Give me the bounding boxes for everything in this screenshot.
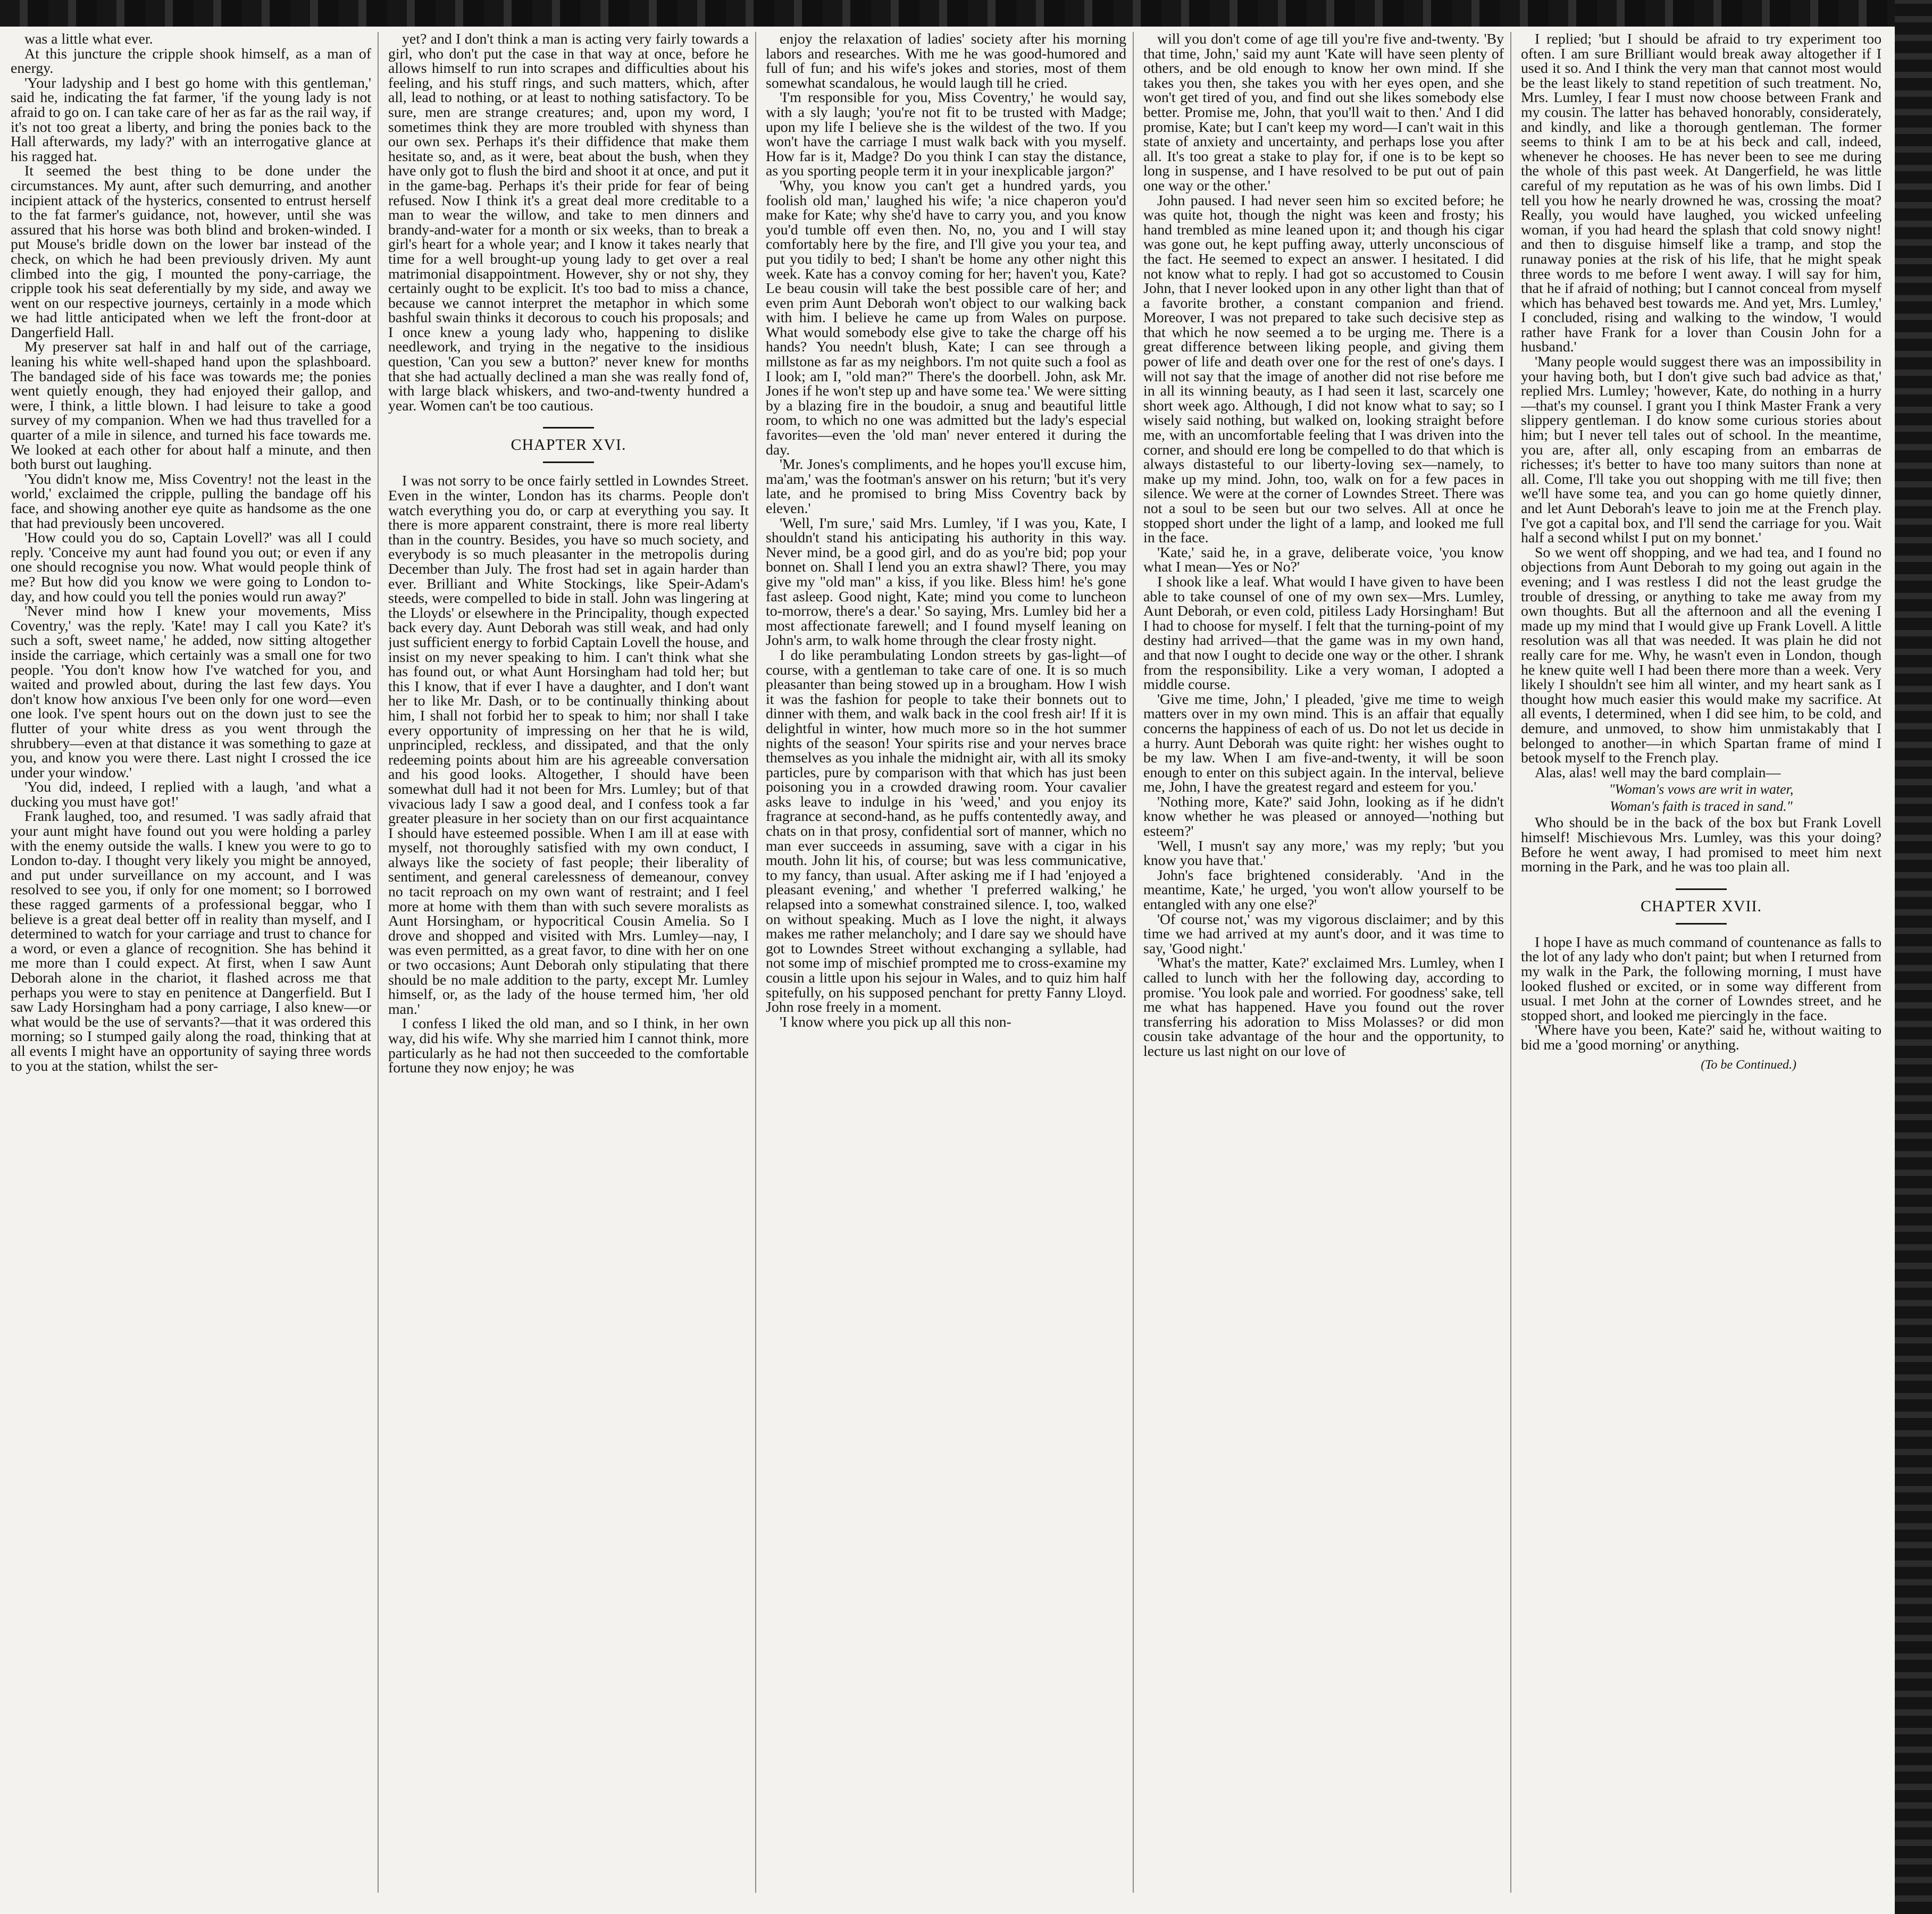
chapter-rule-top — [543, 427, 594, 429]
paragraph: I replied; 'but I should be afraid to try experiment too often. I am sure Brilliant would break away altogether if I used it so. And I think the very man that cannot most would be the least likely to stand repetition of such treatment. No, Mrs. Lumley, I fear I must now choose between Frank and my cousin. The latter has behaved honorably, considerately, and kindly, and like a thorough gentleman. The former seems to think I am to be at his beck and call, indeed, whenever he chooses. He has never been to see me during the whole of this past week. At Dangerfield, he was little careful of my reputation as he was of his own limbs. Did I tell you how he nearly drowned he was, crossing the moat? Really, you would have laughed, you wicked unfeeling woman, if you had heard the splash that cold snowy night! and then to disguise himself like a tramp, and stop the runaway ponies at the risk of his life, that he might speak three words to me before I went away. I will say for him, that he if afraid of nothing; but I cannot conceal from myself which has behaved best towards me. And yet, Mrs. Lumley,' I concluded, rising and walking to the window, 'I would rather have Frank for a lover than Cousin John for a husband.' — [1521, 32, 1881, 356]
paragraph: 'Where have you been, Kate?' said he, without waiting to bid me a 'good morning' or anything. — [1521, 1022, 1881, 1053]
paragraph: was a little what ever. — [24, 32, 153, 47]
paragraph: 'Give me time, John,' I pleaded, 'give me time to weigh matters over in my own mind. This is an affair that equally concerns the happiness of each of us. Do not let us decide in a hurry. Aunt Deborah was quite right: her wishes ought to be my law. When I am five-and-twenty, it will be soon enough to enter on this subject again. In the interval, believe me, John, I have the greatest regard and esteem for you.' — [1143, 691, 1504, 796]
paragraph: Who should be in the back of the box but Frank Lovell himself! Mischievous Mrs. Lumley, was this your doing? Before he went away, I had promised to meet him next morning in the Park, and he was too plain all. — [1521, 815, 1881, 876]
chapter-heading — [1521, 888, 1881, 925]
paragraph: So we went off shopping, and we had tea, and I found no objections from Aunt Deborah to my going out again in the evening; and I was restless I did not the least grudge the trouble of dressing, or anything to take me away from my own thoughts. But all the afternoon and all the evening I made up my mind that I would give up Frank Lovell. A little resolution was all that was needed. It was plain he did not really care for me. Why, he wasn't even in London, though he knew quite well I had been there more than a week. Very likely I shouldn't see him all winter, and my heart sank as I thought how much easier this would make my sacrifice. At all events, I determined, when I did see him, to be cold, and demure, and unmoved, to show him unmistakably that I belonged to another—in which Spartan frame of mind I betook myself to the French play. — [1521, 544, 1881, 767]
verse-line: "Woman's vows are writ in water, — [1609, 782, 1794, 797]
column-1 — [11, 32, 379, 1893]
paragraph: 'How could you do so, Captain Lovell?' was all I could reply. 'Conceive my aunt had found you out; or even if any one should recognise you now. What would people think of me? But how did you know we were going to London to-day, and how could you tell the ponies would run away?' — [11, 530, 371, 605]
verse-line: Woman's faith is traced in sand." — [1610, 798, 1793, 814]
paragraph: John's face brightened considerably. 'And in the meantime, Kate,' he urged, 'you won't allow yourself to be entangled with any one else?' — [1143, 867, 1504, 913]
paragraph: 'Your ladyship and I best go home with this gentleman,' said he, indicating the fat farmer, 'if the young lady is not afraid to go on. I can take care of her as far as the rail way, if it's not too great a liberty, and bring the ponies back to the Hall afterwards, my lady?' with an interrogative glance at his ragged hat. — [11, 74, 371, 165]
column-5 — [1521, 32, 1888, 1893]
paragraph: Frank laughed, too, and resumed. 'I was sadly afraid that your aunt might have found out you were holding a parley with the enemy outside the walls. I knew you were to go to London to-day. I thought very likely you might be annoyed, and put under surveillance on my account, and I was resolved to see you, if only for one moment; so I borrowed these ragged garments of a professional beggar, who I believe is a great deal better off in reality than myself, and I determined to watch for your carriage and trust to chance for a word, or even a glance of recognition. She has behind it me more than I could expect. At first, when I saw Aunt Deborah alone in the chariot, it flashed across me that perhaps you were to stay en penitence at Dangerfield. But I saw Lady Horsingham had a pony carriage, I also knew—or what would be the use of servants?—that it was ordered this morning; so I stumped gaily along the road, thinking that at all events I might have an opportunity of saying three words to you at the station, whilst the ser- — [11, 808, 371, 1074]
paragraph: Alas, alas! well may the bard complain— — [1535, 764, 1781, 781]
scan-right-edge — [1895, 0, 1932, 1914]
chapter-heading — [388, 427, 749, 463]
chapter-rule-bottom — [1676, 923, 1727, 925]
paragraph: 'Mr. Jones's compliments, and he hopes you'll excuse him, ma'am,' was the footman's answer on his return; 'but it's very late, and he promised to bring Miss Coventry back by eleven.' — [766, 456, 1126, 517]
paragraph: will you don't come of age till you're five and-twenty. 'By that time, John,' said my aunt 'Kate will have seen plenty of others, and be old enough to know her own mind. If she takes you then, she takes you with her eyes open, and she won't get tired of you, and find out she likes somebody else better. Promise me, John, that you'll wait to then.' And I did promise, Kate; but I can't keep my word—I can't wait in this state of anxiety and uncertainty, and perhaps lose you after all. It's too great a stake to play for, if one is to be kept so long in suspense, and I have resolved to be put out of pain one way or the other.' — [1143, 32, 1504, 194]
paragraph: 'You did, indeed, I replied with a laugh, 'and what a ducking you must have got!' — [11, 779, 371, 810]
column-3 — [766, 32, 1134, 1893]
column-4 — [1143, 32, 1511, 1893]
paragraph: 'Never mind how I knew your movements, Miss Coventry,' was the reply. 'Kate! may I call you Kate? it's such a soft, sweet name,' he added, now sitting altogether inside the carriage, which certainly was a small one for two people. 'You don't know how I've watched for you, and waited and prowled about, during the last few days. You don't know how anxious I've been only for one word—even one look. I've spent hours out on the down just to see the flutter of your white dress as you went through the shrubbery—even at that distance it was something to gaze at you, and know you were there. Last night I crossed the ice under your window.' — [11, 603, 371, 781]
paragraph: 'Well, I musn't say any more,' was my reply; 'but you know you have that.' — [1143, 837, 1504, 869]
continued-note: (To be Continued.) — [1701, 1057, 1796, 1072]
paragraph: enjoy the relaxation of ladies' society after his morning labors and researches. With me he was good-humored and full of fun; and his wife's jokes and stories, most of them somewhat scandalous, he would laugh till he cried. — [766, 32, 1126, 91]
paragraph: 'Many people would suggest there was an impossibility in your having both, but I don't give such bad advice as that,' replied Mrs. Lumley; 'however, Kate, do nothing in a hurry—that's my counsel. I grant you I think Master Frank a very slippery gentleman. I do know some curious stories about him; but I never tell tales out of school. In the meantime, you are, after all, only escaping from an embarras de richesses; it's better to have too many suitors than none at all. Come, I'll take you out shopping with me till five; then we'll have some tea, and you can go home quietly dinner, and let Aunt Deborah's leave to join me at the French play. I've got a capital box, and I'll send the carriage for you. Wait half a second whilst I put on my bonnet.' — [1521, 354, 1881, 547]
column-2 — [388, 32, 756, 1893]
paragraph: 'What's the matter, Kate?' exclaimed Mrs. Lumley, when I called to lunch with her the following day, according to promise. 'You look pale and worried. For goodness' sake, tell me what has happened. Have you found out the rover transferring his adoration to Miss Molasses? or did mon cousin take advantage of the hour and the opportunity, to lecture us last night on our love of — [1143, 955, 1504, 1060]
paragraph: 'Nothing more, Kate?' said John, looking as if he didn't know whether he was pleased or annoyed—'nothing but esteem?' — [1143, 793, 1504, 840]
chapter-rule-bottom — [543, 461, 594, 463]
paragraph: 'I'm responsible for you, Miss Coventry,' he would say, with a sly laugh; 'you're not fit to be trusted with Madge; upon my life I believe she is the wildest of the two. If you won't have the carriage I must walk back with you myself. How far is it, Madge? Do you think I can stay the distance, as you sporting people term it in your inexplicable jargon?' — [766, 89, 1126, 180]
paragraph: 'Of course not,' was my vigorous disclaimer; and by this time we had arrived at my aunt's door, and it was time to say, 'Good night.' — [1143, 911, 1504, 957]
newspaper-page — [11, 32, 1888, 1893]
paragraph: At this juncture the cripple shook himself, as a man of energy. — [11, 45, 371, 77]
paragraph: I do like perambulating London streets by gas-light—of course, with a gentleman to take care of one. It is so much pleasanter than being stowed up in a brougham. How I wish it was the fashion for people to take their bonnets out to dinner with them, and walk back in the cool fresh air! If it is delightful in winter, how much more so in the hot summer nights of the season! Your spirits rise and your nerves brace themselves as you inhale the midnight air, with all its smoky particles, pure by comparison with that which has just been poisoning you in a crowded drawing room. Your cavalier asks leave to indulge in his 'weed,' and you enjoy its fragrance at second-hand, as he puffs contentedly away, and chats on in that prosy, confidential sort of manner, which no man ever succeeds in assuming, save with a cigar in his mouth. John lit his, of course; but was less communicative, to my fancy, than usual. After asking me if I had 'enjoyed a pleasant evening,' and whether 'I preferred walking,' he relapsed into a somewhat constrained silence. I, too, walked on without speaking. Much as I love the night, it always makes me rather melancholy; and I dare say we should have got to Lowndes Street without exchanging a syllable, had not some imp of mischief prompted me to cross-examine my cousin a little upon his sejour in Wales, and to quiz him half spitefully, on his supposed penchant for pretty Fanny Lloyd. John rose freely in a moment. — [766, 647, 1126, 1016]
paragraph: yet? and I don't think a man is acting very fairly towards a girl, who don't put the case in that way at once, before he allows himself to run into scrapes and difficulties about his feeling, and his stuff rings, and such matters, which, after all, lead to nothing, or at least to nothing satisfactory. To be sure, men are strange creatures; and, upon my word, I sometimes think they are more troubled with shyness than our own sex. Perhaps it's their diffidence that make them hesitate so, and, as it were, beat about the bush, when they have only got to flush the bird and shoot it at once, and put it in the game-bag. Perhaps it's their pride for fear of being refused. Now I think it's a great deal more creditable to a man to wear the willow, and take to men dinners and brandy-and-water for a month or six weeks, than to break a girl's heart for a whole year; and I know it takes nearly that time for a well brought-up young lady to get over a real matrimonial disappointment. However, shy or not shy, they certainly ought to be explicit. It's too bad to miss a chance, because we cannot interpret the metaphor in which some bashful swain thinks it decorous to couch his proposals; and I once knew a young lady who, happening to dislike needlework, and trying in the negative to the insidious question, 'Can you sew a button?' never knew for months that she had actually declined a man she was really fond of, with large black whiskers, and two-and-twenty hundred a year. Women can't be too cautious. — [388, 32, 749, 414]
paragraph: 'I know where you pick up all this non- — [780, 1013, 1011, 1030]
paragraph: John paused. I had never seen him so excited before; he was quite hot, though the night was keen and frosty; his hand trembled as mine leaned upon it; and though his cigar was gone out, he kept puffing away, utterly unconscious of the fact. He seemed to expect an answer. I hesitated. I did not know what to reply. I had got so accustomed to Cousin John, that I never looked upon in any other light than that of a favorite brother, a constant companion and friend. Moreover, I was not prepared to take such decisive step as that which he now seemed a to be urging me. There is a great difference between liking people, and giving them power of life and death over one for the rest of one's days. I will not say that the image of another did not rise before me in all its winning beauty, as I had seen it last, scarcely one short week ago. Although, I did not know what to say; so I wisely said nothing, but walked on, looking straight before me, with an uncomfortable feeling that I was driven into the corner, and should ere long be compelled to do that which is always distasteful to our liberty-loving sex—namely, to make up my mind. John, too, walk on for a few paces in silence. We were at the corner of Lowndes Street. There was not a soul to be seen but our two selves. All at once he stopped short under the light of a lamp, and looked me full in the face. — [1143, 192, 1504, 547]
chapter-title: CHAPTER XVII. — [1641, 897, 1762, 915]
paragraph: It seemed the best thing to be done under the circumstances. My aunt, after such demurring, and another incipient attack of the hysterics, consented to entrust herself to the fat farmer's guidance, not, however, until she was assured that his horse was both blind and broken-winded. I put Mouse's bridle down on the lower bar instead of the check, on which he had been previously driven. My aunt climbed into the gig, I mounted the pony-carriage, the cripple took his seat deferentially by my side, and away we went on our respective journeys, certainly in a mode which we had little anticipated when we left the front-door at Dangerfield Hall. — [11, 163, 371, 341]
paragraph: I confess I liked the old man, and so I think, in her own way, did his wife. Why she married him I cannot think, more particularly as he had not then succeeded to the comfortable fortune they now enjoy; he was — [388, 1015, 749, 1077]
chapter-title: CHAPTER XVI. — [511, 436, 626, 454]
scan-top-edge — [0, 0, 1932, 27]
paragraph: I hope I have as much command of countenance as falls to the lot of any lady who don't paint; but when I returned from my walk in the Park, the following morning, I must have looked flushed or excited, or in some way different from usual. I met John at the corner of Lowndes street, and he stopped short, and looked me piercingly in the face. — [1521, 934, 1881, 1024]
paragraph: 'Why, you know you can't get a hundred yards, you foolish old man,' laughed his wife; 'a nice chaperon you'd make for Kate; why she'd have to carry you, and you know you'd tumble off even then. No, no, you and I will stay comfortably here by the fire, and I'll give you your tea, and put you tidily to bed; I shan't be home any other night this week. Kate has a convoy coming for her; haven't you, Kate? Le beau cousin will take the best possible care of her; and even prim Aunt Deborah won't object to our walking back with him. I believe he came up from Wales on purpose. What would somebody else give to take the charge off his hands? You needn't blush, Kate; I can see through a millstone as far as my neighbors. I'm not quite such a fool as I look; am I, "old man?" There's the doorbell. John, ask Mr. Jones if he won't step up and have some tea.' We were sitting by a blazing fire in the boudoir, a snug and beautiful little room, to which no one was admitted but the lady's especial favorites—even the 'old man' never entered it during the day. — [766, 177, 1126, 458]
paragraph: My preserver sat half in and half out of the carriage, leaning his white well-shaped hand upon the splashboard. The bandaged side of his face was towards me; the ponies went quietly enough, they had enjoyed their gallop, and were, I think, a little blown. I had leisure to take a good survey of my companion. When we had thus travelled for a quarter of a mile in silence, and turned his face towards me. We looked at each other for about half a minute, and then both burst out laughing. — [11, 339, 371, 473]
paragraph: 'Kate,' said he, in a grave, deliberate voice, 'you know what I mean—Yes or No?' — [1143, 544, 1504, 576]
paragraph: I was not sorry to be once fairly settled in Lowndes Street. Even in the winter, London has its charms. People don't watch everything you do, or carp at everything you say. It there is more apparent constraint, there is more real liberty than in the country. Besides, you have so much society, and everybody is so much pleasanter in the metropolis during December than July. The frost had set in again harder than ever. Brilliant and White Stockings, like Speir-Adam's steeds, were compelled to bide in stall. John was lingering at the Lloyds' or elsewhere in the Principality, though expected back every day. Aunt Deborah was still weak, and had only just sufficient energy to forbid Captain Lovell the house, and insist on my never speaking to him. I can't think what she has found out, or what Aunt Horsingham had told her; but this I know, that if ever I have a daughter, and I don't want her to like Mr. Dash, or to be continually thinking about him, I shall not forbid her to speak to him; nor shall I take every opportunity of impressing on her that he is wild, unprincipled, reckless, and dissipated, and that the only redeeming points about him are his agreeable conversation and his good looks. Altogether, I should have been somewhat dull had it not been for Mrs. Lumley; but of that vivacious lady I saw a good deal, and I confess took a far greater pleasure in her society than on our first acquaintance I should have esteemed possible. When I am ill at ease with myself, not thoroughly satisfied with my own conduct, I always like the society of fast people; their liberality of sentiment, and general carelessness of demeanour, convey no tacit reproach on my own want of restraint; and I feel more at home with them than with such severe moralists as Aunt Horsingham, or hypocritical Cousin Amelia. So I drove and shopped and visited with Mrs. Lumley—nay, I was even permitted, as a great favor, to dine with her on one or two occasions; Aunt Deborah only stipulating that there should be no male addition to the party, except Mr. Lumley himself, or, as the lady of the house termed him, 'her old man.' — [388, 473, 749, 1018]
chapter-rule-top — [1676, 888, 1727, 890]
paragraph: 'You didn't know me, Miss Coventry! not the least in the world,' exclaimed the cripple, pulling the bandage off his face, and showing another eye quite as handsome as the one that had previously been uncovered. — [11, 471, 371, 532]
paragraph: I shook like a leaf. What would I have given to have been able to take counsel of one of my own sex—Mrs. Lumley, Aunt Deborah, or even cold, pitiless Lady Horsingham! But I had to choose for myself. I felt that the turning-point of my destiny had arrived—that the game was in my own hand, and that now I ought to decide one way or the other. I shrank from the responsibility. Like a very woman, I adopted a middle course. — [1143, 573, 1504, 693]
paragraph: 'Well, I'm sure,' said Mrs. Lumley, 'if I was you, Kate, I shouldn't stand his anticipating his authority in this way. Never mind, be a good girl, and do as you're bid; pop your bonnet on. Shall I lend you an extra shawl? There, you may give my "old man" a kiss, if you like. Bless him! he's gone fast asleep. Good night, Kate; mind you come to luncheon to-morrow, there's a dear.' So saying, Mrs. Lumley bid her a most affectionate farewell; and I found myself leaning on John's arm, to walk home through the clear frosty night. — [766, 515, 1126, 649]
